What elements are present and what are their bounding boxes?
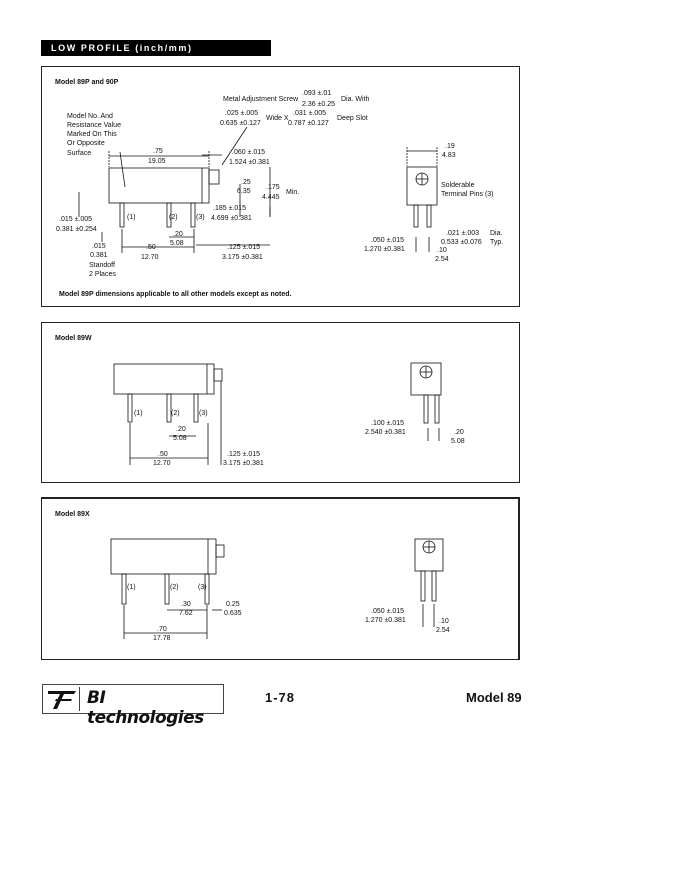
dim-75-in: .75: [153, 148, 163, 155]
dim-025-mm: 0.635: [224, 610, 242, 617]
dim-031-in: .031 ±.005: [293, 110, 327, 117]
label-min: Min.: [286, 189, 300, 196]
dim-25-in: .25: [241, 179, 251, 186]
dim-015a-mm: 0.381 ±0.254: [56, 226, 97, 233]
section-header: LOW PROFILE (inch/mm): [41, 40, 271, 56]
dim-060-mm: 1.524 ±0.381: [229, 159, 270, 166]
dim-050-in: .050 ±.015: [371, 608, 405, 615]
pin-3: (3): [198, 584, 207, 591]
dim-050-mm: 1.270 ±0.381: [365, 617, 406, 624]
dim-185-in: .185 ±.015: [213, 205, 247, 212]
label-model-no-2: Resistance Value: [67, 122, 121, 129]
dim-30-mm: 7.62: [179, 610, 193, 617]
drawing-89p: [42, 67, 519, 306]
pin-2: (2): [169, 214, 178, 221]
dim-19-mm: 4.83: [442, 152, 456, 159]
label-solderable-2: Terminal Pins (3): [441, 191, 494, 198]
dim-10-in: .10: [439, 618, 449, 625]
label-dia-with: Dia. With: [341, 96, 370, 103]
dim-75-mm: 19.05: [148, 158, 166, 165]
label-model-no-5: Surface: [67, 150, 92, 157]
dim-20b-in: .20: [454, 429, 464, 436]
dim-015b-mm: 0.381: [90, 252, 108, 259]
dim-20b-mm: 5.08: [451, 438, 465, 445]
label-two-places: 2 Places: [89, 271, 116, 278]
dim-50-mm: 12.70: [153, 460, 171, 467]
drawing-89x: [42, 499, 518, 659]
dim-015a-in: .015 ±.005: [59, 216, 93, 223]
dim-25-mm: 6.35: [237, 188, 251, 195]
dim-100-in: .100 ±.015: [371, 420, 405, 427]
drawing-89w: [42, 323, 519, 482]
dim-025-mm: 0.635 ±0.127: [220, 120, 261, 127]
logo-mark-icon: [45, 687, 80, 711]
label-metal-adj: Metal Adjustment Screw: [223, 96, 299, 103]
dim-50-in: .50: [158, 451, 168, 458]
pin-3: (3): [199, 410, 208, 417]
label-dia: Dia.: [490, 230, 503, 237]
panel-note: Model 89P dimensions applicable to all other models except as noted.: [59, 291, 292, 298]
dim-50-in: .50: [146, 244, 156, 251]
dim-125-mm: 3.175 ±0.381: [222, 254, 263, 261]
pin-2: (2): [170, 584, 179, 591]
dim-093-in: .093 ±.01: [302, 90, 332, 97]
panel-title: Model 89W: [55, 335, 92, 342]
pin-2: (2): [171, 410, 180, 417]
label-typ: Typ.: [490, 239, 504, 246]
dim-175-mm: 4.445: [262, 194, 280, 201]
panel-model-89x: [41, 497, 520, 660]
pin-1: (1): [127, 584, 136, 591]
dim-060-in: .060 ±.015: [232, 149, 266, 156]
dim-30-in: .30: [181, 601, 191, 608]
label-model-no-4: Or Opposite: [67, 140, 105, 147]
dim-20-in: .20: [176, 426, 186, 433]
panel-title: Model 89P and 90P: [55, 79, 119, 86]
brand-logo: [42, 684, 224, 728]
dim-021-mm: 0.533 ±0.076: [441, 239, 482, 246]
dim-015b-in: .015: [92, 243, 106, 250]
dim-050-mm: 1.270 ±0.381: [364, 246, 405, 253]
dim-021-in: .021 ±.003: [446, 230, 480, 237]
dim-031-mm: 0.787 ±0.127: [288, 120, 329, 127]
dim-70-in: .70: [157, 626, 167, 633]
label-model-no-1: Model No. And: [67, 113, 113, 120]
dim-125-in: .125 ±.015: [227, 244, 261, 251]
dim-10-mm: 2.54: [435, 256, 449, 263]
dim-125-in: .125 ±.015: [227, 451, 261, 458]
panel-title: Model 89X: [55, 511, 90, 518]
panel-model-89w: [41, 322, 520, 483]
dim-093-mm: 2.36 ±0.25: [302, 101, 336, 108]
pin-3: (3): [196, 214, 205, 221]
dim-050-in: .050 ±.015: [371, 237, 405, 244]
label-deep-slot: Deep Slot: [337, 115, 368, 122]
label-solderable-1: Solderable: [441, 182, 475, 189]
dim-125-mm: 3.175 ±0.381: [223, 460, 264, 467]
brand-name: BI technologies: [87, 688, 204, 728]
label-model-no-3: Marked On This: [67, 131, 117, 138]
dim-19-in: .19: [445, 143, 455, 150]
dim-20-mm: 5.08: [173, 435, 187, 442]
panel-model-89p-90p: [41, 66, 520, 307]
dim-50-mm: 12.70: [141, 254, 159, 261]
dim-10-mm: 2.54: [436, 627, 450, 634]
pin-1: (1): [134, 410, 143, 417]
label-standoff: Standoff: [89, 262, 115, 269]
pin-1: (1): [127, 214, 136, 221]
footer-model: Model 89: [466, 690, 522, 705]
page-number: 1-78: [265, 690, 296, 705]
dim-20-mm: 5.08: [170, 240, 184, 247]
dim-70-mm: 17.78: [153, 635, 171, 642]
dim-185-mm: 4.699 ±0.381: [211, 215, 252, 222]
dim-20-in: .20: [173, 231, 183, 238]
label-wide-x: Wide X: [266, 115, 289, 122]
dim-10-in: .10: [437, 247, 447, 254]
dim-025-in: .025 ±.005: [225, 110, 259, 117]
dim-100-mm: 2.540 ±0.381: [365, 429, 406, 436]
dim-025-in: 0.25: [226, 601, 240, 608]
dim-175-in: .175: [266, 184, 280, 191]
